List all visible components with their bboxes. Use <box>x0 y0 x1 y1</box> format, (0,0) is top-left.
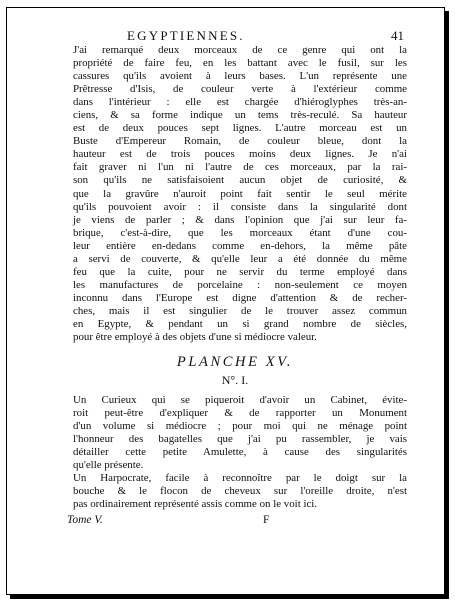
text-line: cassures qu'ils avoient à leurs bases. L'un représente une <box>73 70 407 83</box>
text-line: les manufactures de porcelaine : non-seulement ce moyen <box>73 278 407 291</box>
text-line: inconnu dans l'Europe est digne d'attention & de recher- <box>73 291 407 304</box>
text-line: propriété de faire feu, en les battant avec le fusil, sur les <box>73 57 407 70</box>
text-line: d'un volume si médiocre ; pour moi qui ne ménage point <box>73 420 407 433</box>
text-line: est de deux pouces sept lignes. L'autre morceau est un <box>73 122 407 135</box>
text-line: dans l'intérieur : elle est chargée d'hiéroglyphes très-an- <box>73 96 407 109</box>
volume-label: Tome V. <box>67 513 103 526</box>
text-line: bouche & le flocon de cheveux sur l'oreille droite, n'est <box>73 485 407 498</box>
text-line: Buste d'Empereur Romain, de couleur bleue, dont la <box>73 135 407 148</box>
page-header <box>63 28 407 44</box>
text-line: hauteur est de trois pouces moins deux lignes. Je n'ai <box>73 148 407 161</box>
plate-number: N°. I. <box>221 373 249 388</box>
running-head: EGYPTIENNES. <box>127 28 245 43</box>
text-line: Prêtresse d'Isis, de couleur verte à l'extérieur comme <box>73 83 407 96</box>
signature-mark: F <box>263 513 270 526</box>
text-line: pas ordinairement représenté assis comme on le voit ici. <box>73 498 318 511</box>
text-line: a servi de couverte, & qu'elle leur a été donnée du même <box>73 252 407 265</box>
text-line: fait graver ni l'un ni l'autre de ces morceaux, par la rai- <box>73 161 407 174</box>
text-line: qu'elle présente. <box>73 459 144 472</box>
text-line: pour être employé à des objets d'une si médiocre valeur. <box>73 331 317 344</box>
text-line: feu que la cuite, pour ne servir du terme employé dans <box>73 265 407 278</box>
paragraph <box>63 472 407 511</box>
page-number: 41 <box>391 28 404 43</box>
paragraph <box>63 394 407 472</box>
text-line: en Egypte, & pendant un si grand nombre de siècles, <box>73 317 407 330</box>
text-line: ciens, & sa forme indique un tems très-reculé. Sa hauteur <box>73 109 407 122</box>
text-line: je viens de parler ; & dans l'opinion que j'ai sur leur fa- <box>73 213 407 226</box>
page-footer <box>63 514 407 529</box>
text-line: son qu'ils ne satisfaisoient aucun objet de curiosité, & <box>73 174 407 187</box>
body-text-2 <box>63 394 407 511</box>
text-line: Un Harpocrate, facile à reconnoître par le doigt sur la <box>73 472 407 485</box>
text-line: roit peut-être d'expliquer & de rapporter un Monument <box>73 407 407 420</box>
text-line: brique, c'est-à-dire, que les morceaux étant d'une cou- <box>73 226 407 239</box>
plate-title: PLANCHE XV. <box>176 354 294 371</box>
text-line: détailler cette petite Amulette, à cause des singularités <box>73 446 407 459</box>
text-line: l'honneur des bagatelles que j'ai pu rassembler, je vais <box>73 433 407 446</box>
body-text-1 <box>63 44 407 344</box>
page-sheet <box>6 7 445 595</box>
text-line: leur entière en-dedans comme en-dehors, la même pâte <box>73 239 407 252</box>
text-line: J'ai remarqué deux morceaux de ce genre qui ont la <box>73 44 407 56</box>
text-line: qu'ils pouvoient avoir : il consiste dans la singularité dont <box>73 200 407 213</box>
page-content <box>63 28 407 529</box>
paragraph <box>63 44 407 344</box>
text-line: Un Curieux qui se piqueroit d'avoir un Cabinet, évite- <box>73 394 407 407</box>
text-line: ches, mais il est singulier de le trouver assez commun <box>73 304 407 317</box>
text-line: que la gravûre n'auroit point fait sentir le seul mérite <box>73 187 407 200</box>
